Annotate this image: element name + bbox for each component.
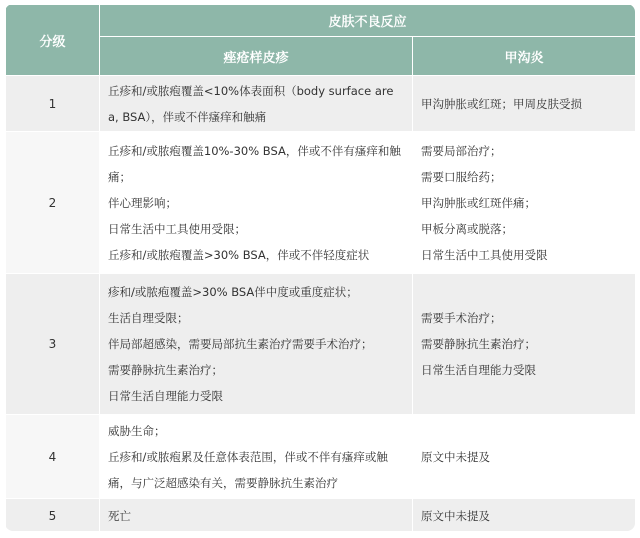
skin-adverse-reaction-table [5, 4, 635, 531]
header-acneiform-rash: 痤疮样皮疹 [100, 37, 413, 76]
grade-cell: 2 [6, 132, 100, 274]
paronychia-cell [413, 76, 636, 132]
paronychia-criterion: 需要手术治疗； [421, 311, 502, 325]
table-row [6, 415, 636, 499]
table-row [6, 132, 636, 274]
acneiform-rash-criterion: 丘疹和/或脓疱覆盖10%-30% BSA，伴或不伴有瘙痒和触痛； [108, 143, 401, 184]
acneiform-rash-cell [100, 76, 413, 132]
paronychia-cell [413, 132, 636, 274]
paronychia-cell [413, 274, 636, 415]
paronychia-criterion: 需要局部治疗； [421, 143, 502, 158]
grade-cell: 1 [6, 76, 100, 132]
header-skin-adverse-reactions: 皮肤不良反应 [100, 5, 636, 37]
acneiform-rash-cell [100, 499, 413, 532]
table-row [6, 499, 636, 532]
acneiform-rash-criterion: 伴心理影响； [108, 195, 177, 210]
grade-cell: 5 [6, 499, 100, 532]
paronychia-cell [413, 499, 636, 532]
acneiform-rash-criterion: 丘疹和/或脓疱覆盖>30% BSA，伴或不伴轻度症状 [108, 247, 370, 262]
paronychia-criterion: 原文中未提及 [421, 509, 490, 523]
header-paronychia: 甲沟炎 [413, 37, 636, 76]
paronychia-criterion: 需要口服给药； [421, 169, 502, 184]
paronychia-criterion: 甲沟肿胀或红斑；甲周皮肤受损 [421, 96, 582, 111]
acneiform-rash-criterion: 威胁生命； [108, 423, 166, 438]
paronychia-criterion: 甲板分离或脱落； [421, 221, 513, 236]
grading-table-container [5, 4, 635, 531]
paronychia-criterion: 原文中未提及 [421, 449, 490, 464]
acneiform-rash-cell [100, 274, 413, 415]
acneiform-rash-criterion: 丘疹和/或脓疱覆盖<10%体表面积（body surface area, BSA），伴或不伴瘙痒和触痛 [108, 83, 394, 124]
acneiform-rash-criterion: 疹和/或脓疱覆盖>30% BSA伴中度或重度症状； [108, 285, 358, 299]
acneiform-rash-criterion: 丘疹和/或脓疱累及任意体表范围，伴或不伴有瘙痒或触痛，与广泛超感染有关，需要静脉抗生素治疗 [108, 449, 388, 490]
acneiform-rash-criterion: 生活自理受限； [108, 311, 189, 325]
paronychia-criterion: 日常生活自理能力受限 [421, 363, 536, 377]
acneiform-rash-criterion: 需要静脉抗生素治疗； [108, 363, 223, 377]
table-row [6, 76, 636, 132]
acneiform-rash-criterion: 死亡 [108, 509, 131, 523]
paronychia-cell [413, 415, 636, 499]
paronychia-criterion: 日常生活中工具使用受限 [421, 247, 548, 262]
header-grade: 分级 [6, 5, 100, 76]
paronychia-criterion: 甲沟肿胀或红斑伴痛； [421, 195, 536, 210]
acneiform-rash-criterion: 日常生活自理能力受限 [108, 389, 223, 403]
acneiform-rash-cell [100, 132, 413, 274]
table-row [6, 274, 636, 415]
paronychia-criterion: 需要静脉抗生素治疗； [421, 337, 536, 351]
acneiform-rash-cell [100, 415, 413, 499]
acneiform-rash-criterion: 伴局部超感染，需要局部抗生素治疗需要手术治疗； [108, 337, 373, 351]
table-body [6, 76, 636, 532]
acneiform-rash-criterion: 日常生活中工具使用受限； [108, 221, 246, 236]
grade-cell: 4 [6, 415, 100, 499]
grade-cell: 3 [6, 274, 100, 415]
